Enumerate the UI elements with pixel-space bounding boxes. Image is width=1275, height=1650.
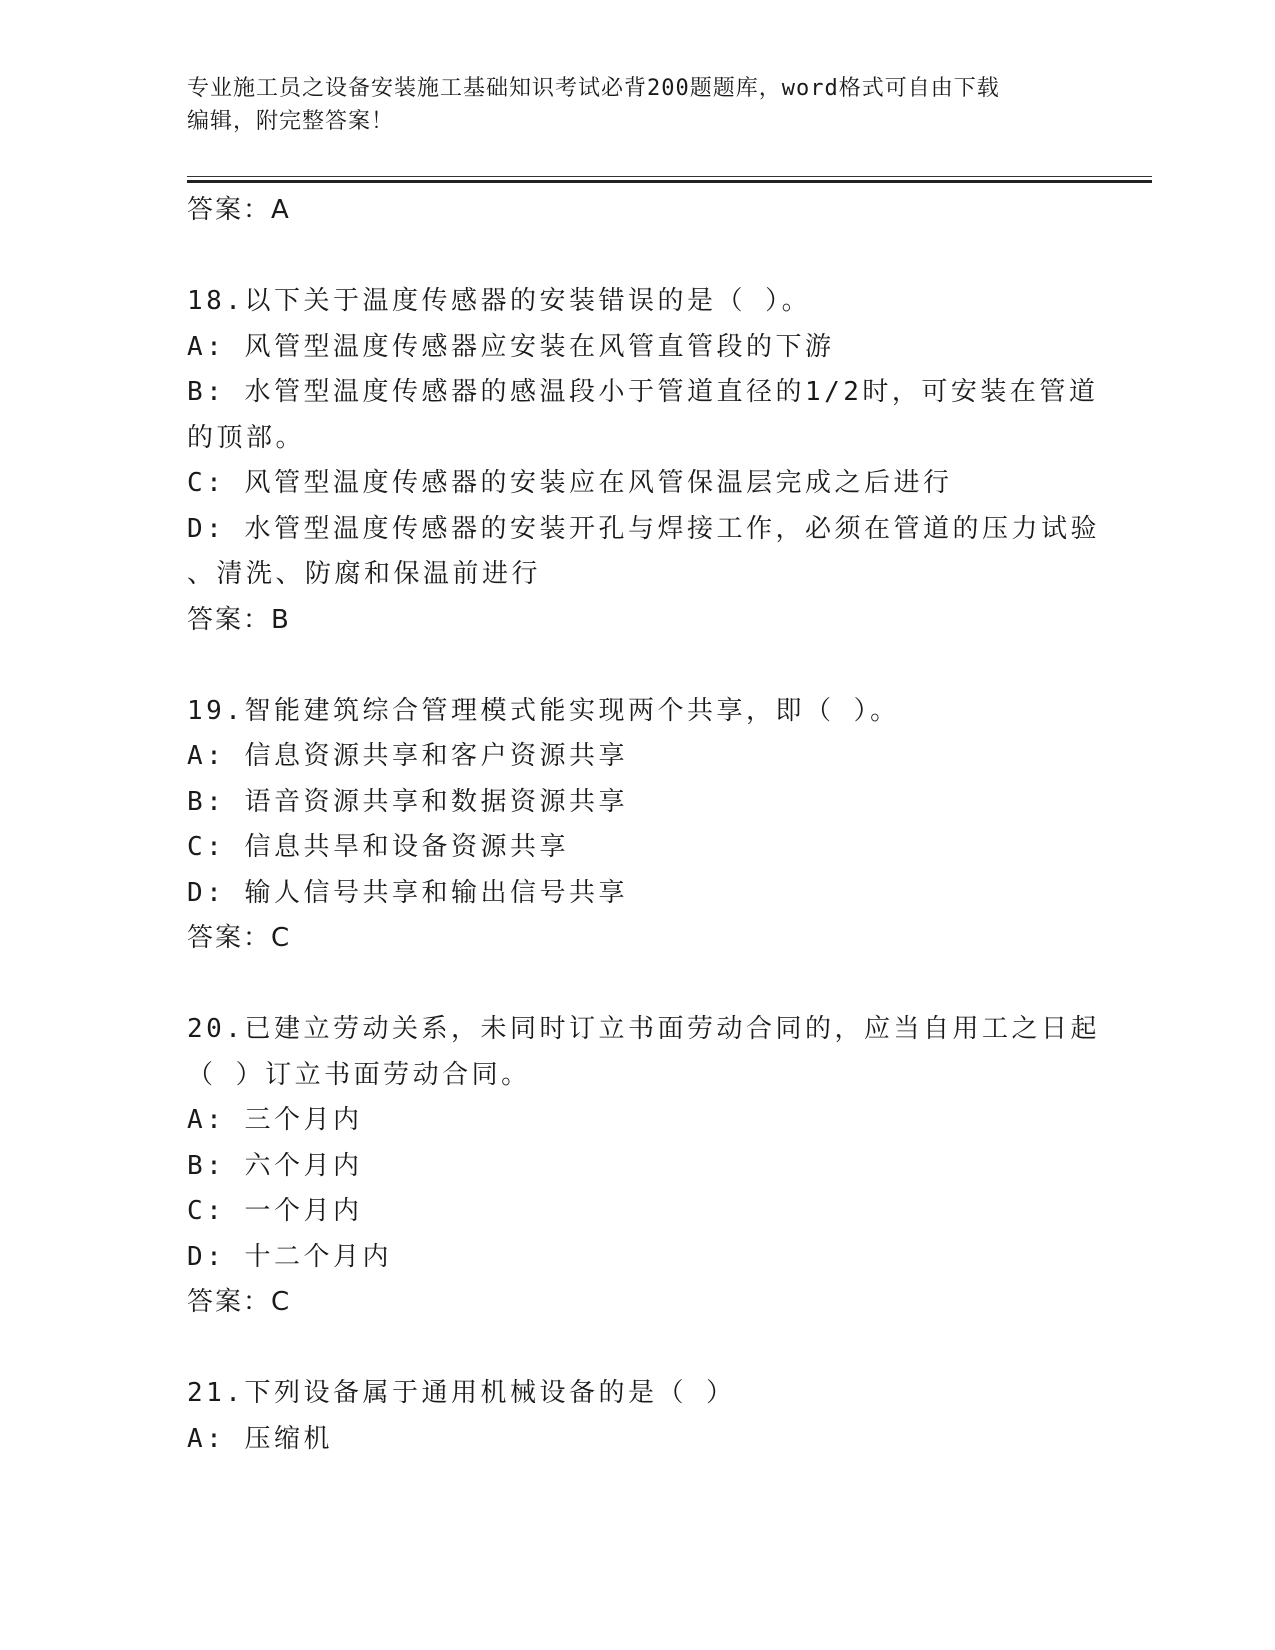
- header-line-1: 专业施工员之设备安装施工基础知识考试必背200题题库，word格式可自由下载: [187, 76, 1000, 101]
- option-c: C: 一个月内: [187, 1196, 363, 1226]
- question-stem: 19.智能建筑综合管理模式能实现两个共享，即（ ）。: [187, 695, 900, 726]
- option-a: A: 压缩机: [187, 1423, 333, 1454]
- option-b: B: 语音资源共享和数据资源共享: [187, 786, 628, 817]
- question-answer: 答案：B: [187, 604, 291, 635]
- option-d: D: 输人信号共享和输出信号共享: [187, 877, 628, 908]
- question-answer: 答案：C: [187, 1287, 292, 1317]
- spacer: [187, 643, 1087, 689]
- question-stem: 21.下列设备属于通用机械设备的是（ ）: [187, 1378, 736, 1408]
- question-stem: 20.已建立劳动关系，未同时订立书面劳动合同的，应当自用工之日起: [187, 1014, 1100, 1044]
- option-a: A: 信息资源共享和客户资源共享: [187, 741, 628, 771]
- previous-answer: 答案：A: [187, 195, 291, 225]
- option-a: A: 三个月内: [187, 1105, 363, 1135]
- spacer: [187, 962, 1087, 1008]
- option-b: B: 水管型温度传感器的感温段小于管道直径的1/2时，可安装在管道: [187, 377, 1099, 407]
- option-b-continued: 的顶部。: [187, 422, 306, 453]
- question-block: [187, 279, 1100, 643]
- header-rule-thin: [187, 176, 1152, 177]
- option-a: A: 风管型温度传感器应安装在风管直管段的下游: [187, 331, 835, 362]
- question-block: [187, 689, 1087, 962]
- spacer: [187, 1326, 1087, 1372]
- question-stem-continued: （ ）订立书面劳动合同。: [187, 1059, 531, 1090]
- document-header: [187, 72, 1087, 138]
- question-answer: 答案：C: [187, 923, 292, 953]
- question-content: [187, 188, 1100, 1462]
- header-line-2: 编辑，附完整答案！: [187, 109, 395, 134]
- spacer: [187, 234, 1087, 280]
- question-block: [187, 1371, 1087, 1462]
- option-d-continued: 、清洗、防腐和保温前进行: [187, 559, 542, 589]
- header-rule-thick: [187, 180, 1152, 183]
- option-d: D: 十二个月内: [187, 1241, 392, 1272]
- option-b: B: 六个月内: [187, 1150, 363, 1181]
- question-stem: 18.以下关于温度传感器的安装错误的是（ ）。: [187, 286, 812, 316]
- option-c: C: 风管型温度传感器的安装应在风管保温层完成之后进行: [187, 468, 953, 498]
- question-block: [187, 1007, 1100, 1326]
- option-c: C: 信息共旱和设备资源共享: [187, 832, 569, 862]
- option-d: D: 水管型温度传感器的安装开孔与焊接工作，必须在管道的压力试验: [187, 513, 1100, 544]
